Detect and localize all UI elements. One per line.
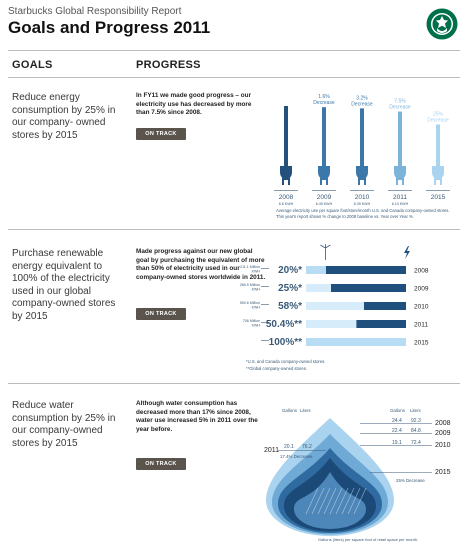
bar-percent-2015: 100%**: [268, 337, 302, 348]
energy-progress: In FY11 we made good progress – our electricity use has decreased by more than 7.5% since 2008.: [136, 92, 252, 116]
bar-kwh-top-2010: 590.6 Million: [239, 301, 260, 305]
plug-baseline-2009: [312, 190, 336, 191]
bar-kwh-bottom-2011: KWH: [251, 323, 260, 328]
bar-percent-2011: 50.4%**: [265, 319, 302, 330]
bar-year-2015: 2015: [414, 339, 429, 347]
water-gallons-2009: 22.4: [392, 428, 402, 434]
renewable-footnote-1: *U.S. and Canada company-owned stores.: [246, 359, 326, 364]
plug-prong-left-2011: [396, 178, 398, 185]
bar-kwh-top-2011: 706 Million: [242, 319, 260, 323]
bar-kwh-bottom-2009: KWH: [251, 287, 260, 292]
wind-turbine-mast: [325, 248, 326, 260]
water-target-note: 25% Decrease: [396, 478, 425, 483]
plug-year-2008: 2008: [278, 194, 294, 201]
plug-prong-right-2015: [440, 178, 442, 185]
bar-kwh-top-2009: 265.5 Million: [239, 283, 260, 287]
water-line-target: [370, 472, 432, 473]
liters-label-right: Liters: [410, 408, 421, 413]
bar-fill-2011: [306, 320, 356, 328]
plug-value-2011: 6.10 KWH: [391, 202, 409, 206]
water-gallons-2008: 24.4: [392, 418, 402, 424]
plug-baseline-2015: [426, 190, 450, 191]
plug-year-2011: 2011: [393, 194, 407, 201]
starbucks-logo-icon: [426, 8, 458, 40]
water-liters-2010: 72.4: [411, 440, 421, 446]
water-drop-chart: [248, 392, 460, 542]
bar-kwh-top-2008: 211.1 Million: [240, 265, 260, 269]
plug-value-2008: 6.6 KWH: [278, 202, 294, 206]
energy-goal: Reduce energy consumption by 25% in our company- owned stores by 2015: [12, 92, 116, 141]
bar-kwh-bottom-2010: KWH: [251, 305, 260, 310]
bar-connector-2008: [261, 268, 269, 269]
plug-value-2010: 6.39 KWH: [353, 202, 371, 206]
renewable-progress: Made progress against our new global goal by purchasing the equivalent of more than 50% of electricity used in our company-owned stores worldwide in 2011.: [136, 248, 266, 281]
plug-value-2009: 6.49 KWH: [315, 202, 333, 206]
water-liters-2008: 92.3: [411, 418, 421, 424]
water-status-badge: ON TRACK: [136, 458, 186, 470]
renewable-goal: Purchase renewable energy equivalent to 100% of the electricity used in our global company-owned stores by 2015: [12, 248, 116, 322]
report-subtitle: Starbucks Global Responsibility Report: [8, 6, 182, 17]
column-headings: [8, 50, 460, 78]
plug-decrease-word-2015: Decrease: [427, 117, 449, 124]
page-title: Goals and Progress 2011: [8, 18, 211, 37]
plug-head-2015: [432, 166, 444, 180]
plug-prong-left-2009: [320, 178, 322, 185]
wind-turbine-icon: [320, 244, 330, 260]
bar-percent-2008: 20%*: [278, 265, 302, 276]
water-year-2010: 2010: [435, 442, 451, 449]
water-current-liters: 76.2: [302, 444, 312, 450]
plug-decrease-pct-2015: 25%: [432, 111, 444, 118]
water-goal: Reduce water consumption by 25% in our company-owned stores by 2015: [12, 400, 116, 449]
plug-decrease-word-2011: Decrease: [389, 104, 411, 111]
bar-percent-2010: 58%*: [278, 301, 302, 312]
bar-percent-2009: 25%*: [278, 283, 302, 294]
energy-status-badge: ON TRACK: [136, 128, 186, 140]
plug-decrease-word-2009: Decrease: [313, 100, 335, 107]
plug-baseline-2010: [350, 190, 374, 191]
plug-decrease-pct-2010: 3.2%: [356, 95, 368, 102]
progress-heading: PROGRESS: [136, 59, 201, 71]
water-year-2008: 2008: [435, 420, 451, 427]
water-current-line: [278, 450, 326, 451]
liters-label-left: Liters: [300, 408, 311, 413]
plug-head-2010: [356, 166, 368, 180]
water-year-2009: 2009: [435, 430, 451, 437]
plug-prong-left-2008: [282, 178, 284, 185]
plug-decrease-pct-2011: 7.5%: [394, 98, 406, 105]
plug-head-2008: [280, 166, 292, 180]
water-current-note: 17.4% Decrease: [280, 454, 313, 459]
plug-year-2015: 2015: [430, 194, 446, 201]
plug-decrease-pct-2009: 1.6%: [318, 94, 330, 101]
bar-fill-2009: [306, 284, 331, 292]
plug-head-2009: [318, 166, 330, 180]
plug-prong-left-2015: [434, 178, 436, 185]
energy-plug-chart: [270, 84, 460, 212]
plug-year-2009: 2009: [316, 194, 332, 201]
bar-year-2011: 2011: [414, 321, 428, 329]
renewable-footnote-2: **Global company-owned stores.: [246, 366, 307, 371]
bar-connector-2010: [261, 304, 269, 305]
lightning-icon: [404, 246, 410, 259]
gallons-label-right: Gallons: [390, 408, 405, 413]
plug-year-2010: 2010: [354, 194, 370, 201]
plug-baseline-2008: [274, 190, 298, 191]
report-header: [8, 6, 460, 46]
bar-connector-2009: [261, 286, 269, 287]
plug-baseline-2011: [388, 190, 412, 191]
plug-head-2011: [394, 166, 406, 180]
gallons-label-left: Gallons: [282, 408, 297, 413]
bar-fill-2010: [306, 302, 364, 310]
water-current-gallons: 20.1: [284, 444, 294, 450]
renewable-status-badge: ON TRACK: [136, 308, 186, 320]
energy-section: [8, 80, 460, 230]
bar-year-2009: 2009: [414, 285, 429, 293]
wind-turbine-blades: [320, 244, 330, 248]
goals-heading: GOALS: [12, 59, 53, 71]
energy-footnote: Average electricity use per square foot/store/month U.S. and Canada company-owned stores. This year's report shows % change to 2008 baseline vs. Year over Year %.: [276, 208, 450, 219]
renewable-section: [8, 236, 460, 384]
plug-decrease-word-2010: Decrease: [351, 101, 373, 108]
renewable-bar-chart: [230, 244, 460, 356]
plug-prong-right-2010: [364, 178, 366, 185]
bar-year-2008: 2008: [414, 267, 429, 275]
bar-year-2010: 2010: [414, 303, 429, 311]
bar-fill-2008: [306, 266, 326, 274]
bar-fill-2015: [306, 338, 406, 346]
plug-prong-left-2010: [358, 178, 360, 185]
plug-prong-right-2011: [402, 178, 404, 185]
water-target-year: 2015: [435, 469, 451, 476]
water-footnote: Gallons (liters) per square foot of retail space per month.: [318, 537, 419, 542]
water-gallons-2010: 19.1: [392, 440, 402, 446]
water-section: [8, 388, 460, 546]
bar-kwh-bottom-2008: KWH: [251, 269, 260, 274]
plug-prong-right-2008: [288, 178, 290, 185]
water-current-year: 2011: [264, 447, 280, 454]
water-progress: Although water consumption has decreased more than 17% since 2008, water use increased 5% in 2011 over the year before.: [136, 400, 258, 433]
plug-prong-right-2009: [326, 178, 328, 185]
water-liters-2009: 84.8: [411, 428, 421, 434]
